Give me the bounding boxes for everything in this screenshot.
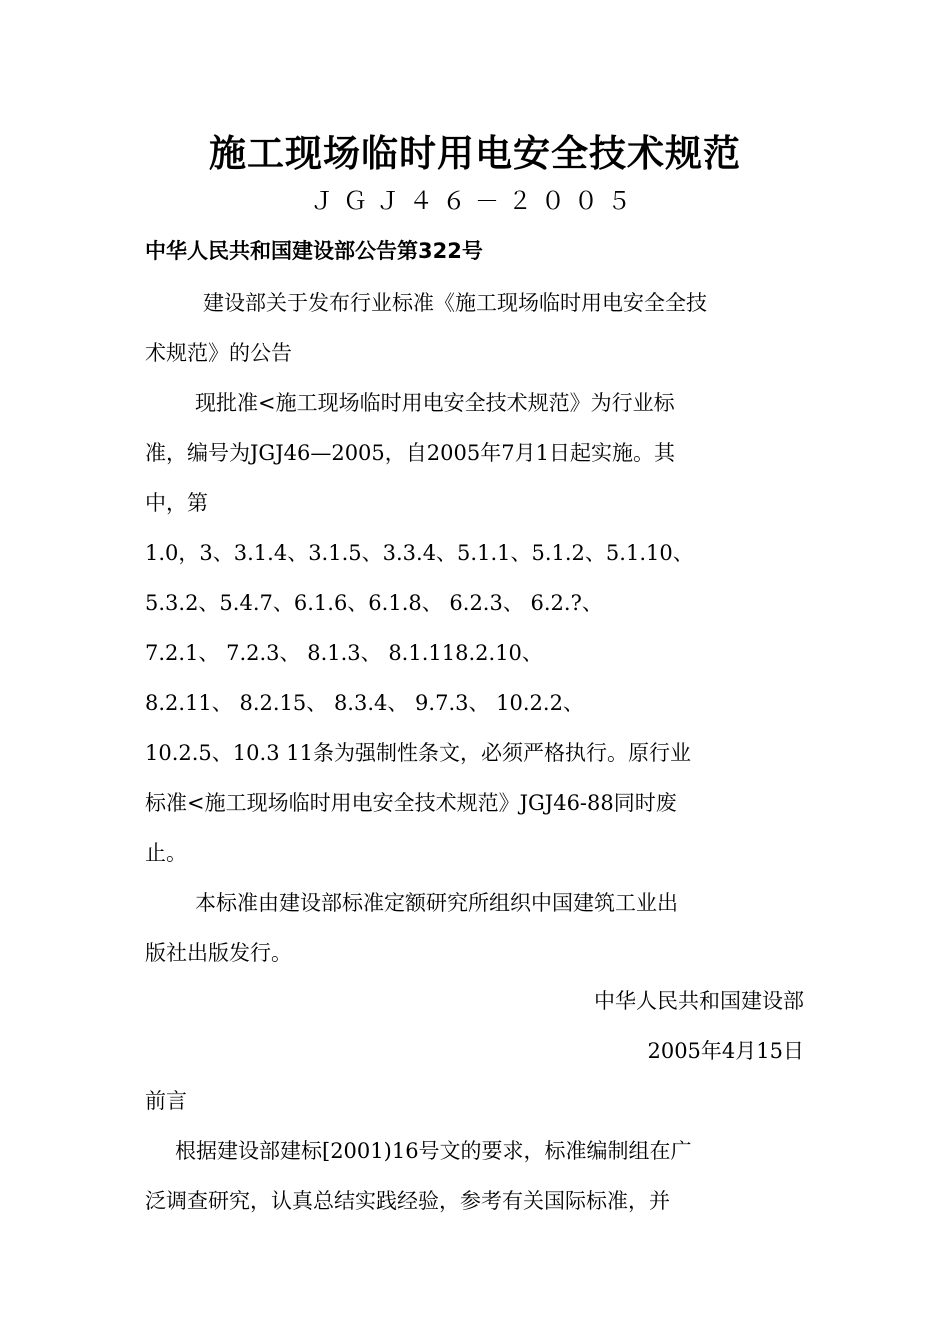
body-line: 止。 xyxy=(145,841,187,865)
signature: 中华人民共和国建设部 xyxy=(594,989,804,1013)
body-line: 5.3.2、5.4.7、6.1.6、6.1.8、 6.2.3、 6.2.?、 xyxy=(145,591,603,615)
body-line: 术规范》的公告 xyxy=(145,341,292,365)
body-line: 现批准<施工现场临时用电安全技术规范》为行业标 xyxy=(195,391,675,415)
body-line: 版社出版发行。 xyxy=(145,941,292,965)
body-line: 建设部关于发布行业标准《施工现场临时用电安全全技 xyxy=(203,291,707,315)
standard-code: ＪＧＪ４６－２００５ xyxy=(310,187,640,215)
preface-title: 前言 xyxy=(145,1089,187,1113)
announcement-heading: 中华人民共和国建设部公告第322号 xyxy=(145,239,483,263)
issue-date: 2005年4月15日 xyxy=(647,1039,804,1063)
preface-line: 泛调查研究，认真总结实践经验，参考有关国际标准，并 xyxy=(145,1189,670,1213)
body-line: 10.2.5、10.3 11条为强制性条文，必须严格执行。原行业 xyxy=(145,741,691,765)
body-line: 中，第 xyxy=(145,491,208,515)
body-line: 1.0，3、3.1.4、3.1.5、3.3.4、5.1.1、5.1.2、5.1.10、 xyxy=(145,541,694,565)
body-line: 标准<施工现场临时用电安全技术规范》JGJ46-88同时废 xyxy=(145,791,677,815)
body-line: 8.2.11、 8.2.15、 8.3.4、 9.7.3、 10.2.2、 xyxy=(145,691,584,715)
preface-line: 根据建设部建标[2001)16号文的要求，标准编制组在广 xyxy=(175,1139,692,1163)
body-line: 7.2.1、 7.2.3、 8.1.3、 8.1.118.2.10、 xyxy=(145,641,543,665)
body-line: 准，编号为JGJ46—2005，自2005年7月1日起实施。其 xyxy=(145,441,675,465)
body-line: 本标准由建设部标准定额研究所组织中国建筑工业出 xyxy=(195,891,678,915)
document-title: 施工现场临时用电安全技术规范 xyxy=(209,132,741,175)
